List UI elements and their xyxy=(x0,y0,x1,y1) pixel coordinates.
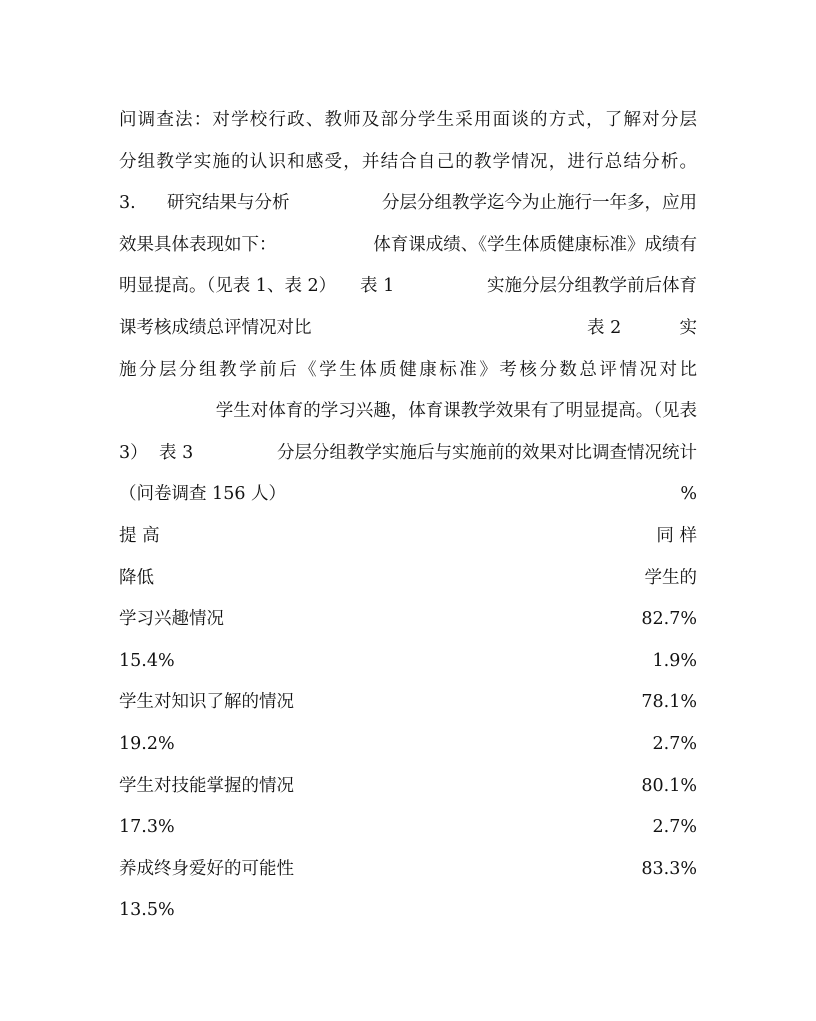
paragraph-line xyxy=(119,391,697,433)
value-raise: 83.3% xyxy=(641,858,697,879)
section-number: 3. xyxy=(119,193,136,214)
paragraph-line xyxy=(119,100,697,142)
unit-label: % xyxy=(680,484,697,505)
paragraph-line xyxy=(119,225,697,267)
value-lower: 2.7% xyxy=(652,817,697,838)
value-same: 19.2% xyxy=(119,733,175,754)
row-label: 学习兴趣情况 xyxy=(119,609,224,630)
header-lower: 降低 xyxy=(119,567,154,588)
table-ref: 表 3 xyxy=(159,442,194,463)
header-students: 学生的 xyxy=(644,567,697,588)
paragraph-line xyxy=(119,433,697,475)
text: 课考核成绩总评情况对比 xyxy=(119,317,312,338)
text: 分层分组教学迄今为止施行一年多，应用 xyxy=(382,193,697,214)
text: 体育课成绩、《学生体质健康标准》成绩有 xyxy=(373,234,697,255)
table-ref: 表 1 xyxy=(360,276,395,297)
table-header-row xyxy=(119,516,697,558)
table-row xyxy=(119,807,697,849)
table-row xyxy=(119,641,697,683)
paragraph-line xyxy=(119,142,697,184)
paragraph-line xyxy=(119,350,697,392)
table-note-row xyxy=(119,474,697,516)
table-row xyxy=(119,682,697,724)
row-label: 学生对技能掌握的情况 xyxy=(119,775,294,796)
value-raise: 78.1% xyxy=(641,692,697,713)
text: 施分层分组教学前后《学生体质健康标准》考核分数总评情况对比 xyxy=(119,359,697,380)
document-body xyxy=(119,100,697,932)
table-row xyxy=(119,766,697,808)
row-label: 养成终身爱好的可能性 xyxy=(119,858,294,879)
value-lower: 2.7% xyxy=(652,733,697,754)
text: 学生对体育的学习兴趣，体育课教学效果有了明显提高。（见表 xyxy=(215,401,697,422)
table-caption: 分层分组教学实施后与实施前的效果对比调查情况统计 xyxy=(277,442,697,463)
table-row xyxy=(119,724,697,766)
table-row xyxy=(119,599,697,641)
header-raise: 提 高 xyxy=(119,525,160,546)
table-header-row xyxy=(119,558,697,600)
row-label: 学生对知识了解的情况 xyxy=(119,692,294,713)
text: 实 xyxy=(679,317,697,338)
section-heading: 研究结果与分析 xyxy=(167,193,290,214)
header-same: 同 样 xyxy=(656,525,697,546)
text: 明显提高。（见表 1、表 2） xyxy=(119,276,337,297)
paragraph-line xyxy=(119,183,697,225)
value-lower: 1.9% xyxy=(652,650,697,671)
text: 3） xyxy=(119,442,148,463)
text: 问调查法：对学校行政、教师及部分学生采用面谈的方式，了解对分层 xyxy=(119,110,697,130)
value-same: 15.4% xyxy=(119,650,175,671)
value-same: 13.5% xyxy=(119,900,175,921)
table-row xyxy=(119,890,697,932)
table-row xyxy=(119,849,697,891)
text: 效果具体表现如下： xyxy=(119,234,277,255)
value-raise: 82.7% xyxy=(641,609,697,630)
value-same: 17.3% xyxy=(119,817,175,838)
survey-note: （问卷调查 156 人） xyxy=(119,484,287,505)
table-ref: 表 2 xyxy=(587,317,622,338)
value-raise: 80.1% xyxy=(641,775,697,796)
text: 实施分层分组教学前后体育 xyxy=(487,276,697,297)
paragraph-line xyxy=(119,308,697,350)
paragraph-line xyxy=(119,266,697,308)
text: 分组教学实施的认识和感受，并结合自己的教学情况，进行总结分析。 xyxy=(119,151,697,172)
